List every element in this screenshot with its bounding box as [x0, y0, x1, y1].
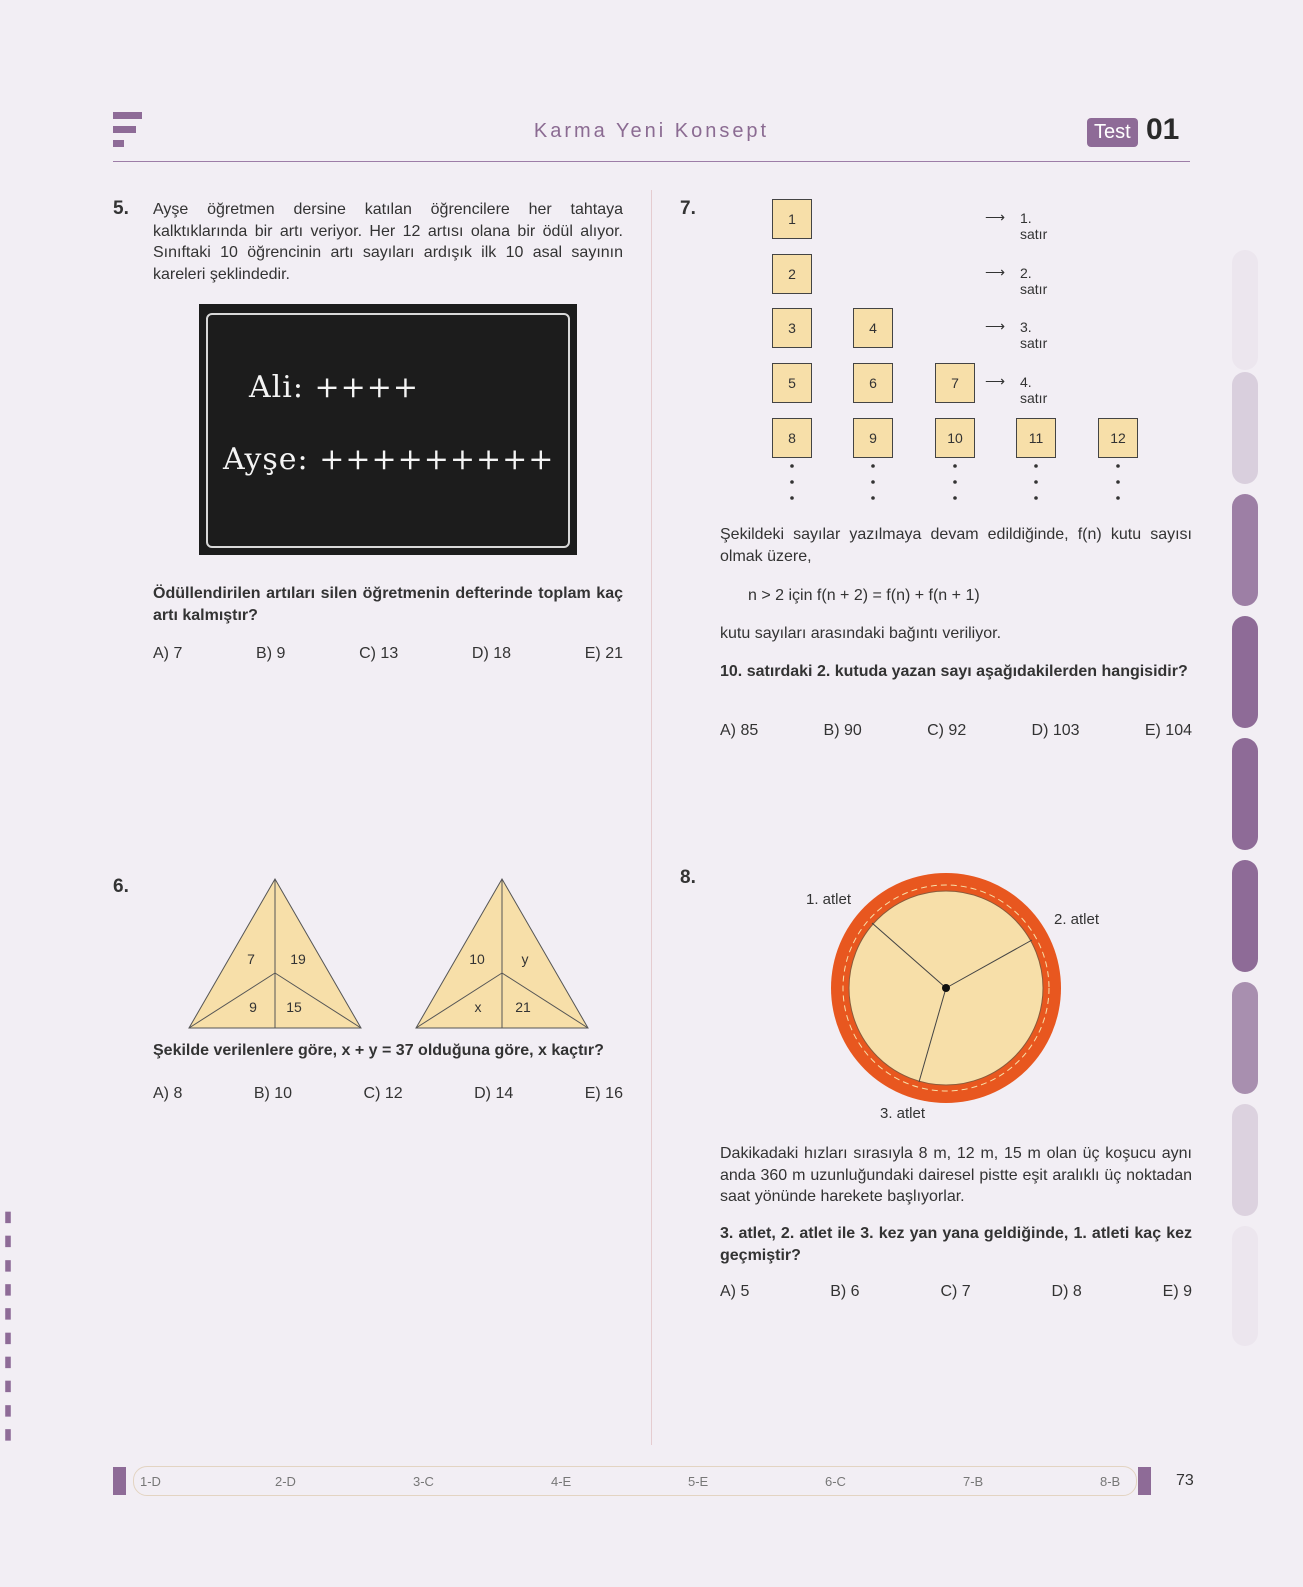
athlete-1-label: 1. atlet — [806, 891, 852, 908]
answer-1: 1-D — [140, 1474, 161, 1489]
t2-top-left: 10 — [469, 951, 485, 967]
t1-bottom-right: 15 — [286, 999, 302, 1015]
option-a[interactable]: A) 5 — [720, 1283, 750, 1300]
question-7-prompt: 10. satırdaki 2. kutuda yazan sayı aşağıdakilerden hangisidir? — [720, 663, 1188, 680]
row-label-2: 2. satır — [1020, 265, 1048, 297]
row-label-3: 3. satır — [1020, 319, 1048, 351]
question-5-number: 5. — [113, 198, 129, 219]
option-d[interactable]: D) 14 — [474, 1085, 514, 1102]
triangles-figure — [185, 875, 595, 1035]
board-line-ayse: Ayşe: +++++++++ — [223, 442, 555, 477]
option-b[interactable]: B) 90 — [823, 722, 862, 739]
arrow-icon: ⟶ — [985, 264, 1006, 280]
answer-7: 7-B — [963, 1474, 984, 1489]
option-d[interactable]: D) 103 — [1031, 722, 1080, 739]
option-b[interactable]: B) 10 — [253, 1085, 293, 1102]
t1-top-right: 19 — [290, 951, 306, 967]
box-4: 4 — [853, 308, 893, 348]
question-6-options — [153, 1085, 623, 1103]
arrow-icon: ⟶ — [985, 373, 1006, 389]
option-e[interactable]: E) 104 — [1144, 722, 1192, 739]
chalkboard — [199, 304, 577, 555]
row-label-1: 1. satır — [1020, 210, 1048, 242]
athlete-3-label: 3. atlet — [880, 1105, 926, 1122]
option-e[interactable]: E) 9 — [1162, 1283, 1192, 1300]
t1-bottom-left: 9 — [249, 999, 257, 1015]
option-c[interactable]: C) 7 — [940, 1283, 971, 1300]
option-d[interactable]: D) 8 — [1051, 1283, 1082, 1300]
option-e[interactable]: E) 21 — [584, 645, 623, 662]
option-c[interactable]: C) 92 — [927, 722, 967, 739]
box-6: 6 — [853, 363, 893, 403]
option-a[interactable]: A) 8 — [153, 1085, 183, 1102]
t2-top-right: y — [521, 951, 529, 967]
page-number: 73 — [1176, 1472, 1194, 1489]
question-8-text: Dakikadaki hızları sırasıyla 8 m, 12 m, 15 m olan üç koşucu aynı anda 360 m uzunluğundaki dairesel pistte eşit aralıklı üç noktadan saat yönünde harekete başlıyorlar. — [720, 1145, 1192, 1205]
box-9: 9 — [853, 418, 893, 458]
box-11: 11 — [1016, 418, 1056, 458]
athlete-2-label: 2. atlet — [1054, 911, 1100, 928]
column-divider — [651, 190, 652, 1445]
row-label-4: 4. satır — [1020, 374, 1048, 406]
page-title: Karma Yeni Konsept — [533, 120, 770, 142]
question-8-number: 8. — [680, 867, 696, 888]
board-line-ali: Ali: ++++ — [249, 370, 420, 405]
question-5-text: Ayşe öğretmen dersine katılan öğrencilere her tahtaya kalktıklarında bir artı veriyor. Her 12 artısı olana bir ödül alıyor. Sınıftaki 10 öğrencinin artı sayıları ardışık ilk 10 asal sayının kareleri şeklindedir. — [153, 201, 623, 283]
answer-key-right-marker — [1138, 1467, 1151, 1495]
triangle-2 — [416, 879, 588, 1028]
option-c[interactable]: C) 12 — [363, 1085, 403, 1102]
t2-bottom-right: 21 — [515, 999, 531, 1015]
test-number: 01 — [1146, 113, 1180, 146]
test-badge: Test — [1087, 118, 1138, 147]
continuation-dots-icon — [772, 462, 1152, 510]
answer-8: 8-B — [1100, 1474, 1121, 1489]
question-7-text2: kutu sayıları arasındaki bağıntı veriliyor. — [720, 625, 1002, 642]
question-5-prompt: Ödüllendirilen artıları silen öğretmenin defterinde toplam kaç artı kalmıştır? — [153, 585, 623, 624]
box-5: 5 — [772, 363, 812, 403]
box-8: 8 — [772, 418, 812, 458]
answer-3: 3-C — [413, 1474, 434, 1489]
question-7-formula: n > 2 için f(n + 2) = f(n) + f(n + 1) — [748, 587, 980, 604]
answer-5: 5-E — [688, 1474, 709, 1489]
question-7-options — [720, 722, 1192, 740]
box-2: 2 — [772, 254, 812, 294]
circular-track-figure — [780, 870, 1140, 1130]
option-a[interactable]: A) 7 — [153, 645, 183, 662]
question-8-prompt: 3. atlet, 2. atlet ile 3. kez yan yana geldiğinde, 1. atleti kaç kez geçmiştir? — [720, 1225, 1192, 1264]
option-d[interactable]: D) 18 — [471, 645, 512, 662]
option-b[interactable]: B) 9 — [256, 645, 286, 662]
answer-2: 2-D — [275, 1474, 296, 1489]
answer-key-left-marker — [113, 1467, 126, 1495]
option-b[interactable]: B) 6 — [830, 1283, 860, 1300]
option-e[interactable]: E) 16 — [584, 1085, 623, 1102]
answer-6: 6-C — [825, 1474, 846, 1489]
box-3: 3 — [772, 308, 812, 348]
arrow-icon: ⟶ — [985, 318, 1006, 334]
box-12: 12 — [1098, 418, 1138, 458]
side-decoration: ▮ ▮ ▮ ▮ ▮ ▮ ▮ ▮ ▮ ▮ — [0, 1208, 17, 1445]
answer-4: 4-E — [551, 1474, 572, 1489]
triangle-1 — [189, 879, 361, 1028]
option-c[interactable]: C) 13 — [359, 645, 399, 662]
question-6-number: 6. — [113, 876, 129, 897]
question-6-prompt: Şekilde verilenlere göre, x + y = 37 olduğuna göre, x kaçtır? — [153, 1042, 604, 1059]
option-a[interactable]: A) 85 — [720, 722, 759, 739]
t2-bottom-left: x — [474, 999, 482, 1015]
question-5-options — [153, 645, 623, 663]
t1-top-left: 7 — [247, 951, 255, 967]
question-7-text1: Şekildeki sayılar yazılmaya devam edildiğinde, f(n) kutu sayısı olmak üzere, — [720, 526, 1192, 565]
header-divider — [113, 161, 1190, 162]
box-1: 1 — [772, 199, 812, 239]
box-7: 7 — [935, 363, 975, 403]
arrow-icon: ⟶ — [985, 209, 1006, 225]
box-10: 10 — [935, 418, 975, 458]
question-8-options — [720, 1283, 1192, 1301]
question-7-number: 7. — [680, 198, 696, 219]
